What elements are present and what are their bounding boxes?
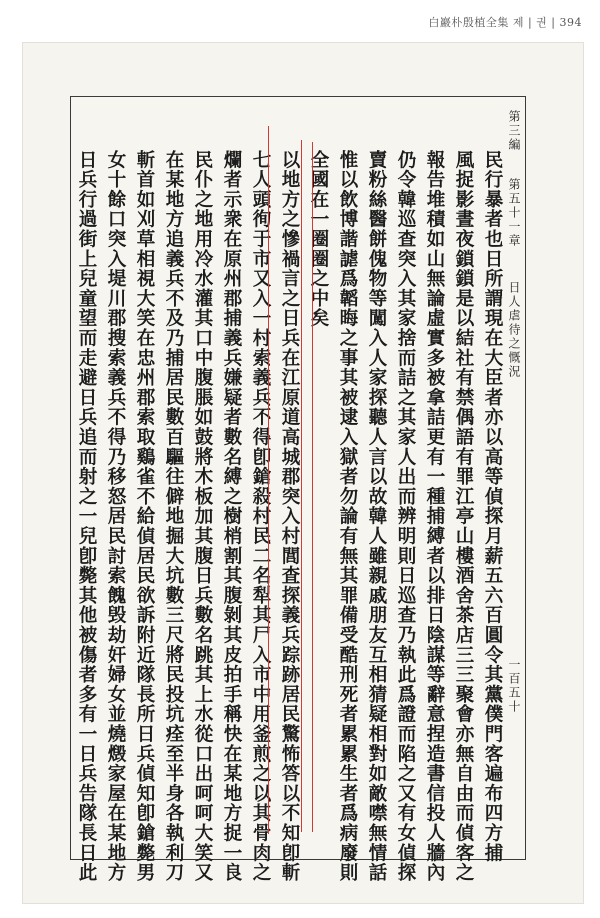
part-label: 第三編 [507,110,521,152]
red-pen-line [301,140,302,832]
text-column: 仍令韓巡查突入其家捨而詰之其家人出而辨明則日巡查乃執此爲證而陷之又有女偵探 [395,150,416,883]
text-column: 風捉影晝夜鎖鎖是以結社有禁偶語有罪江亭山樓酒舍茶店三三聚會亦無自由而偵客之 [453,150,474,883]
text-column: 以地方之慘禍言之日兵在江原道高城郡突入村閭査探義兵踪跡居民驚怖答以不知卽斬 [279,150,300,883]
running-head [506,110,523,379]
text-column: 爛者示衆在原州郡捕義兵嫌疑者數名縛之樹梢割其腹剝其皮拍手稱快在某地方捉一良 [221,150,242,883]
text-column: 民仆之地用冷水灌其口中腹脹如鼓將木板加其腹日兵數名跳其上水從口出呵呵大笑又 [192,150,213,883]
text-column: 惟以飲博諧謔爲韜晦之事其被逮入獄者勿論有無其罪備受酷刑死者累累生者爲病廢則 [337,150,358,883]
chapter-label: 第五十一章 [507,177,521,248]
red-pen-line [312,142,313,832]
text-column: 女十餘口突入堤川郡搜索義兵不得乃移怒居民討索餽毁劫奸婦女並燒燬家屋在某地方 [105,150,126,883]
text-column: 賣粉絲醫餅傀物等闖入人家探聽人言以故韓人雖親戚朋友互相猜疑相對如敵噤無情話 [366,150,387,883]
red-pen-line [268,126,269,834]
text-column: 民行暴者也日所謂現在大臣者亦以高等偵探月薪五六百圓令其黨僕門客遍布四方捕 [482,150,503,863]
header-text: 白巖朴殷植全集 제 | 권 | 394 [428,16,582,29]
text-column: 斬首如刈草相視大笑在忠州郡索取鷄雀不給偵居民欲訴附近隊長所日兵偵知卽鎗斃男 [134,150,155,883]
chapter-title: 日人虐待之慨況 [507,281,521,380]
page-number: 一百五十 [507,658,521,714]
text-column: 在某地方追義兵不及乃捕居民數百驅往僻地掘大坑數三尺將民投坑痊至半身各執利刀 [163,150,184,883]
text-column: 日兵行過街上兒童望而走避日兵追而射之一兒卽斃其他被傷者多有一日兵告隊長日此 [76,150,97,883]
text-column: 七人頭徇于市又入一村索義兵不得卽鎗殺村民二名犁其尸入市中用釜煎之以其骨肉之 [250,150,271,883]
page-header [0,0,600,40]
text-column: 全國在一圈圈之中矣 [308,150,329,329]
text-column: 報告堆積如山無論虛實多被拿詰更有一種捕縛者以排日陰謀等辭意捏造書信投人牆內 [424,150,445,883]
